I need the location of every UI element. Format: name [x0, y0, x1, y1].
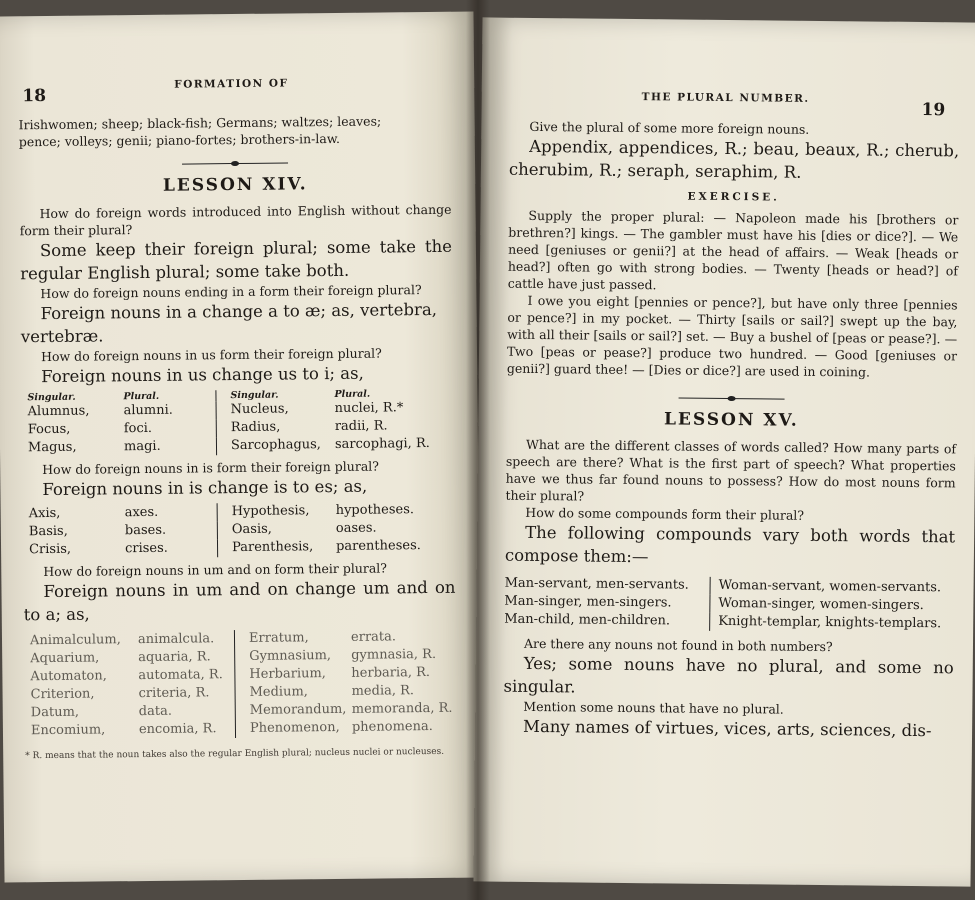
book-gutter: [466, 0, 490, 900]
word: automata, R.: [138, 667, 223, 684]
word: data.: [138, 703, 173, 720]
opening-line-2: pence; volleys; genii; piano-fortes; brothers-in-law.: [18, 130, 341, 150]
table-row: [504, 611, 954, 634]
word: alumni.: [123, 402, 173, 419]
word: Automaton,: [30, 668, 107, 685]
opening-line-1: Irishwomen; sheep; black-fish; Germans; waltzes; leaves;: [18, 113, 382, 133]
page-number-right: 19: [921, 100, 946, 121]
word: axes.: [124, 504, 159, 521]
word: Hypothesis,: [217, 502, 336, 521]
running-head-left: FORMATION OF: [174, 77, 289, 91]
question: How do foreign nouns in is form their foreign plural?: [42, 458, 380, 478]
word: Man-singer, men-singers.: [504, 593, 672, 611]
word: criteria, R.: [138, 685, 210, 702]
table-row: [31, 718, 461, 741]
word: Woman-servant, women-servants.: [710, 577, 955, 598]
word: Basis,: [28, 523, 68, 540]
word: sarcophagi, R.: [334, 436, 430, 452]
word: Man-servant, men-servants.: [504, 575, 689, 593]
exercise-title: EXERCISE.: [687, 190, 780, 204]
running-head-right: THE PLURAL NUMBER.: [641, 91, 810, 105]
section-ornament: [507, 389, 957, 407]
word: Medium,: [235, 683, 352, 702]
word: herbaria, R.: [351, 665, 431, 681]
answer: Some keep their foreign plural; some take the regular English plural; some take both.: [20, 236, 453, 284]
word: Woman-singer, women-singers.: [710, 595, 955, 616]
column-head: Singular.: [216, 389, 335, 401]
word: Gymnasium,: [235, 647, 352, 666]
question: How do foreign nouns in um and on form their plural?: [43, 560, 388, 580]
section-ornament: [19, 154, 451, 172]
word: Sarcophagus,: [216, 436, 335, 455]
right-page: [473, 17, 975, 886]
word: Parenthesis,: [217, 538, 336, 557]
exercise-paragraph: Supply the proper plural: — Napoleon made his [brothers or brethren?] kings. — The gambler must have his [dies or dice?]. — We need [geniuses or genii?] at the head of affairs. — Weak [heads or head?] often go with strong bodies. — Twenty [heads or head?] of cattle have just passed.: [507, 207, 959, 293]
word: Animalculum,: [29, 632, 121, 649]
word: Herbarium,: [235, 665, 352, 684]
word: Axis,: [28, 505, 61, 522]
question: Mention some nouns that have no plural.: [523, 698, 784, 717]
answer: Foreign nouns in a change a to æ; as, vertebra, vertebræ.: [20, 299, 438, 347]
word: Criterion,: [30, 686, 95, 703]
word: animalcula.: [137, 631, 215, 648]
us-word-table: [27, 388, 448, 457]
word: nuclei, R.*: [334, 400, 404, 416]
question: How do foreign nouns ending in a form their foreign plural?: [40, 282, 422, 302]
word: Crisis,: [28, 541, 72, 558]
word: Memorandum,: [235, 701, 352, 720]
word: magi.: [123, 438, 161, 455]
word: errata.: [350, 629, 397, 645]
word: Erratum,: [234, 629, 351, 648]
lesson-title: LESSON XV.: [663, 409, 799, 431]
word: phenomena.: [351, 718, 433, 735]
answer: Foreign nouns in um and on change um and on to a; as,: [23, 577, 456, 625]
lesson-title: LESSON XIV.: [162, 174, 308, 196]
table-row: [28, 435, 448, 457]
word: Radius,: [216, 418, 335, 437]
word: radii, R.: [334, 418, 388, 434]
answer: Many names of virtues, vices, arts, sciences, dis-: [523, 716, 932, 741]
word: oases.: [335, 520, 377, 536]
word: foci.: [123, 420, 153, 437]
question: What are the different classes of words called? How many parts of speech are there? What is the first part of speech? What properties have we thus far found nouns to possess? How do most nouns form their plural?: [505, 436, 957, 504]
compound-table: [504, 575, 955, 634]
word: Encomium,: [30, 722, 106, 739]
question: How do foreign nouns in us form their foreign plural?: [40, 345, 382, 365]
word: Magus,: [27, 439, 77, 456]
question: Give the plural of some more foreign nouns.: [529, 118, 810, 137]
exercise-paragraph: I owe you eight [pennies or pence?], but have only three [pennies or pence?] in my pocket. — Thirty [sails or sail?] swept up the bay, with all their [sails or sail?] set. — Buy a bushel of [peas or pease?]. — Two [peas or pease?] produce two hundred. — Good [geniuses or genii?] guard thee! — [Dies or dice?] are used in coining.: [506, 292, 958, 380]
word: Man-child, men-children.: [504, 611, 671, 629]
answer: The following compounds vary both words that compose them:—: [504, 522, 956, 567]
word: Alumnus,: [27, 403, 90, 420]
word: media, R.: [351, 683, 415, 699]
answer: Appendix, appendices, R.; beau, beaux, R.; cherub, cherubim, R.; seraph, seraphim, R.: [508, 136, 960, 182]
column-head: Plural.: [334, 388, 371, 400]
footnote: * R. means that the noun takes also the regular English plural; nucleus nuclei or nucleuses.: [25, 746, 445, 762]
column-head: Singular.: [27, 391, 76, 404]
answer: Yes; some nouns have no plural, and some no singular.: [503, 653, 954, 697]
word: hypotheses.: [335, 502, 415, 518]
question: How do foreign words introduced into English without change form their plural?: [19, 201, 452, 239]
word: Oasis,: [217, 520, 336, 539]
word: aquaria, R.: [138, 649, 211, 666]
left-page-content: [19, 112, 458, 763]
word: encomia, R.: [138, 721, 217, 738]
question: How do some compounds form their plural?: [525, 504, 805, 523]
word: Datum,: [30, 704, 80, 721]
word: Nucleus,: [216, 400, 335, 419]
table-row: [29, 537, 449, 559]
column-head: Plural.: [123, 390, 160, 403]
left-page: [0, 12, 483, 883]
page-number-left: 18: [22, 86, 47, 107]
right-page-content: [503, 118, 959, 743]
answer: Foreign nouns in is change is to es; as,: [42, 476, 368, 500]
answer: Foreign nouns in us change us to i; as,: [41, 363, 364, 387]
word: bases.: [124, 522, 167, 539]
is-word-table: [29, 501, 450, 559]
word: Focus,: [27, 421, 71, 438]
question: Are there any nouns not found in both numbers?: [523, 635, 833, 655]
word: Aquarium,: [30, 650, 100, 667]
word: Phenomenon,: [235, 719, 352, 738]
um-word-table: [30, 628, 461, 740]
word: crises.: [124, 540, 168, 557]
word: Knight-templar, knights-templars.: [710, 613, 955, 634]
word: memoranda, R.: [351, 700, 453, 717]
word: gymnasia, R.: [351, 646, 437, 663]
word: parentheses.: [335, 538, 421, 554]
